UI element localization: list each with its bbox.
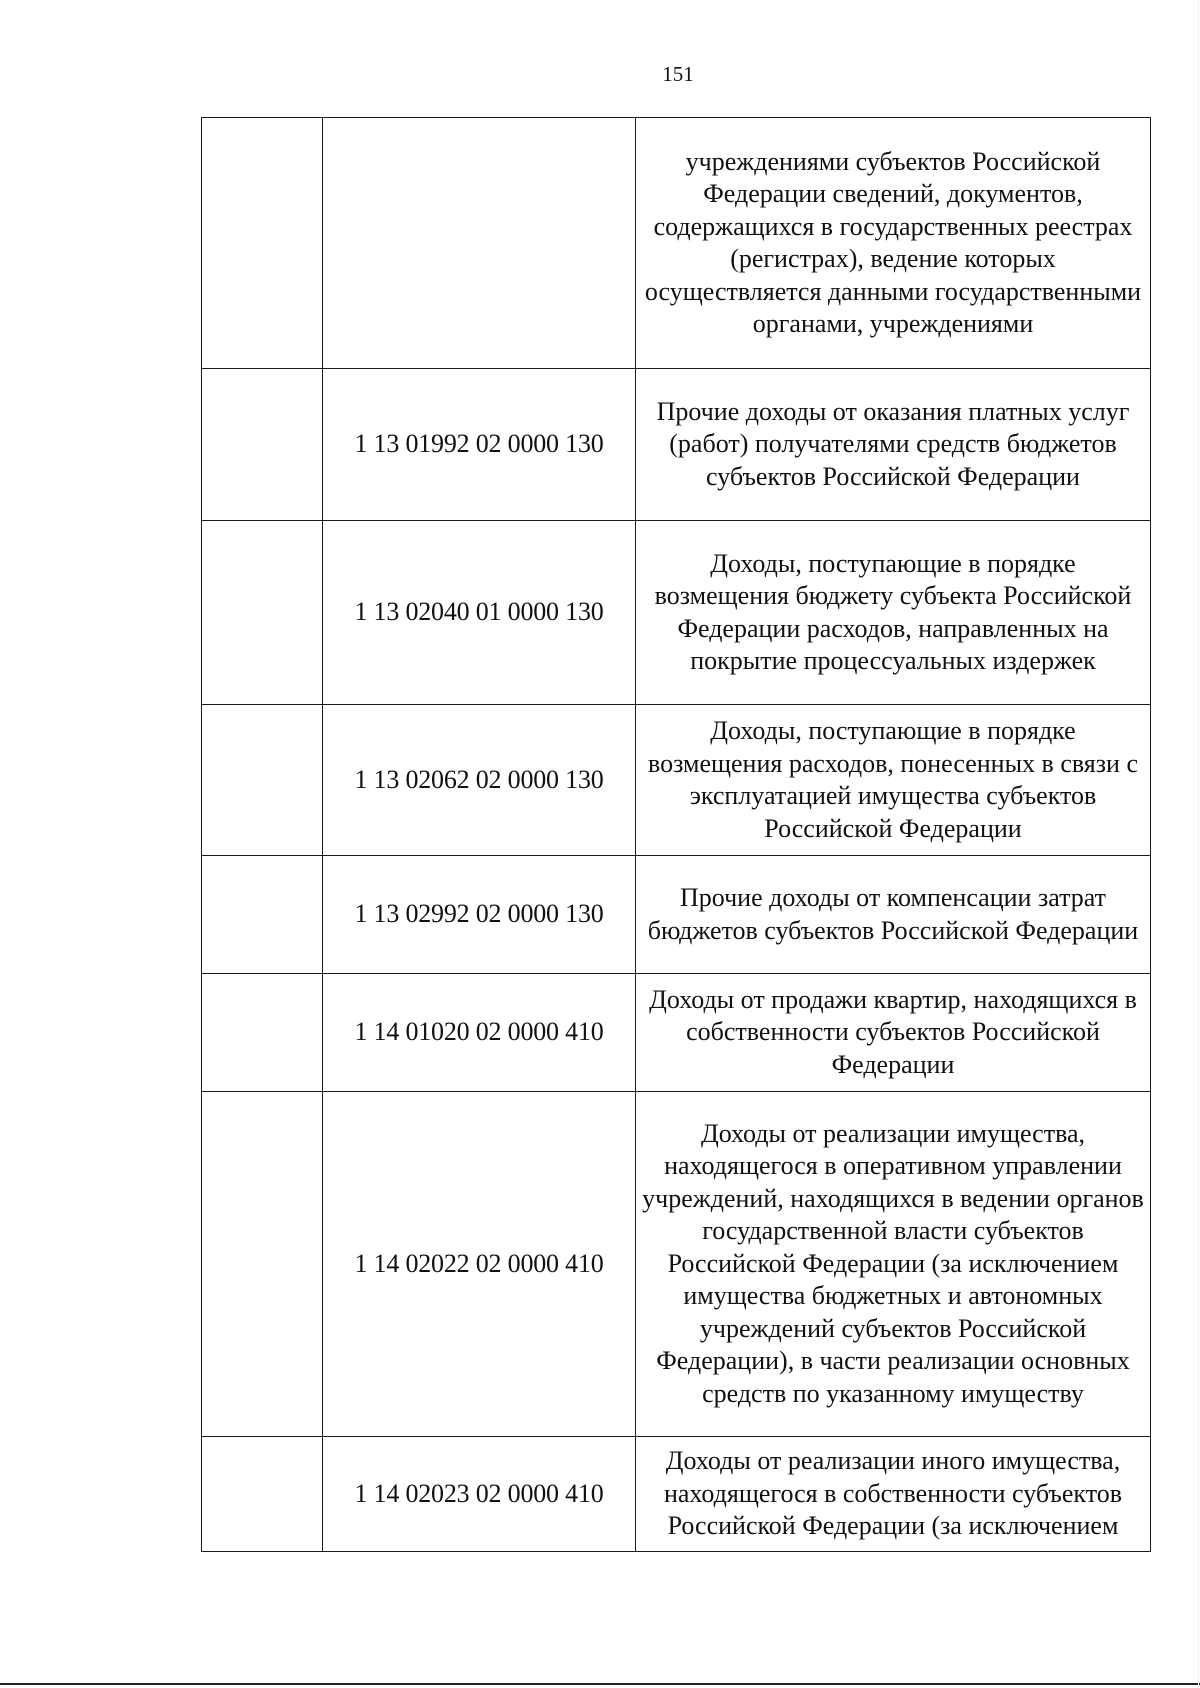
revenue-description-cell: Доходы от реализации имущества, находящегося в оперативном управлении учреждений, находящихся в ведении органов государственной власти субъектов Российской Федерации (за исключением имущества бюджетных и автономных учреждений субъектов Российской Федерации), в части реализации основных средств по указанному имуществу bbox=[636, 1092, 1151, 1437]
revenue-code-cell: 1 14 01020 02 0000 410 bbox=[323, 974, 636, 1092]
table-row bbox=[202, 856, 1151, 974]
scan-bottom-edge bbox=[0, 1683, 1200, 1685]
revenue-code-cell: 1 13 01992 02 0000 130 bbox=[323, 369, 636, 521]
budget-revenue-table bbox=[201, 117, 1151, 1552]
revenue-description-cell: Доходы, поступающие в порядке возмещения бюджету субъекта Российской Федерации расходов, направленных на покрытие процессуальных издержек bbox=[636, 521, 1151, 705]
revenue-code-cell: 1 13 02040 01 0000 130 bbox=[323, 521, 636, 705]
admin-code-cell bbox=[202, 118, 323, 369]
revenue-code-cell: 1 13 02062 02 0000 130 bbox=[323, 705, 636, 856]
revenue-code-cell: 1 14 02023 02 0000 410 bbox=[323, 1437, 636, 1552]
revenue-description-cell: Доходы от реализации иного имущества, находящегося в собственности субъектов Российской Федерации (за исключением bbox=[636, 1437, 1151, 1552]
table-row bbox=[202, 1092, 1151, 1437]
table-row bbox=[202, 521, 1151, 705]
admin-code-cell bbox=[202, 856, 323, 974]
table-row bbox=[202, 705, 1151, 856]
revenue-code-cell bbox=[323, 118, 636, 369]
scan-right-edge bbox=[1198, 0, 1199, 1688]
table-row bbox=[202, 1437, 1151, 1552]
admin-code-cell bbox=[202, 521, 323, 705]
revenue-code-cell: 1 14 02022 02 0000 410 bbox=[323, 1092, 636, 1437]
admin-code-cell bbox=[202, 974, 323, 1092]
table-row bbox=[202, 974, 1151, 1092]
admin-code-cell bbox=[202, 1437, 323, 1552]
admin-code-cell bbox=[202, 1092, 323, 1437]
admin-code-cell bbox=[202, 705, 323, 856]
revenue-description-cell: Доходы, поступающие в порядке возмещения расходов, понесенных в связи с эксплуатацией имущества субъектов Российской Федерации bbox=[636, 705, 1151, 856]
revenue-description-cell: Доходы от продажи квартир, находящихся в собственности субъектов Российской Федерации bbox=[636, 974, 1151, 1092]
admin-code-cell bbox=[202, 369, 323, 521]
revenue-description-cell: учреждениями субъектов Российской Федерации сведений, документов, содержащихся в государственных реестрах (регистрах), ведение которых осуществляется данными государственными органами, учреждениями bbox=[636, 118, 1151, 369]
page-number: 151 bbox=[662, 62, 694, 86]
table-row bbox=[202, 118, 1151, 369]
revenue-description-cell: Прочие доходы от оказания платных услуг (работ) получателями средств бюджетов субъектов Российской Федерации bbox=[636, 369, 1151, 521]
revenue-description-cell: Прочие доходы от компенсации затрат бюджетов субъектов Российской Федерации bbox=[636, 856, 1151, 974]
revenue-code-cell: 1 13 02992 02 0000 130 bbox=[323, 856, 636, 974]
table-row bbox=[202, 369, 1151, 521]
